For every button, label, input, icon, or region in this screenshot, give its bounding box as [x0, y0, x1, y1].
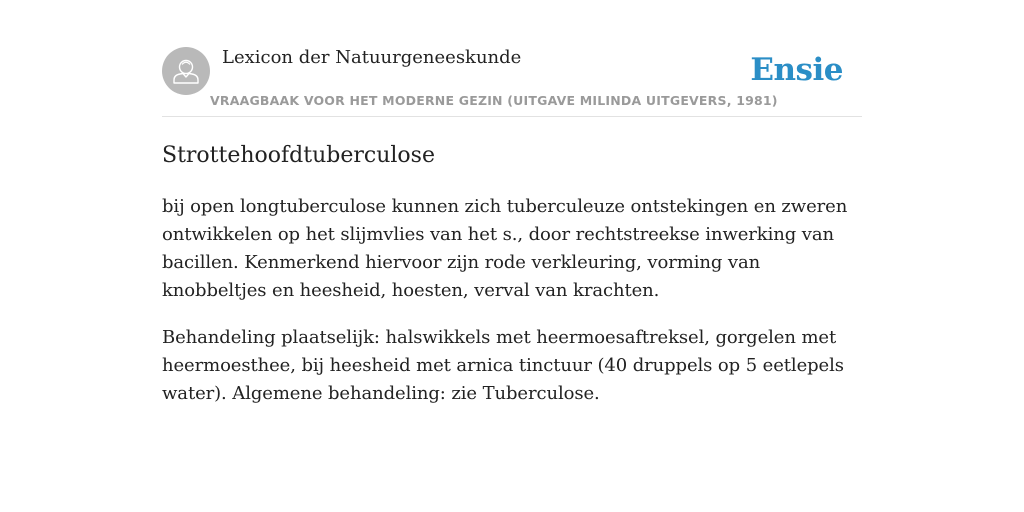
source-subtitle: VRAAGBAAK VOOR HET MODERNE GEZIN (UITGAVE MILINDA UITGEVERS, 1981) — [210, 93, 778, 108]
entry-header — [162, 46, 862, 117]
avatar[interactable] — [162, 47, 210, 95]
user-silhouette-icon — [162, 47, 210, 95]
brand-logo[interactable]: Ensie — [750, 52, 843, 88]
entry-paragraph: bij open longtuberculose kunnen zich tuberculeuze ontstekingen en zweren ontwikkelen op het slijmvlies van het s., door rechtstreekse inwerking van bacillen. Kenmerkend hiervoor zijn rode verkleuring, vorming van knobbeltjes en heesheid, hoesten, verval van krachten. — [162, 196, 848, 301]
entry-card — [162, 46, 862, 427]
entry-paragraph: Behandeling plaatselijk: halswikkels met heermoesaftreksel, gorgelen met heermoesthee, bij heesheid met arnica tinctuur (40 druppels op 5 eetlepels water). Algemene behandeling: zie Tuberculose. — [162, 327, 844, 404]
entry-body — [162, 193, 862, 408]
entry-title: Strottehoofdtuberculose — [162, 143, 435, 168]
source-title[interactable]: Lexicon der Natuurgeneeskunde — [222, 47, 522, 68]
